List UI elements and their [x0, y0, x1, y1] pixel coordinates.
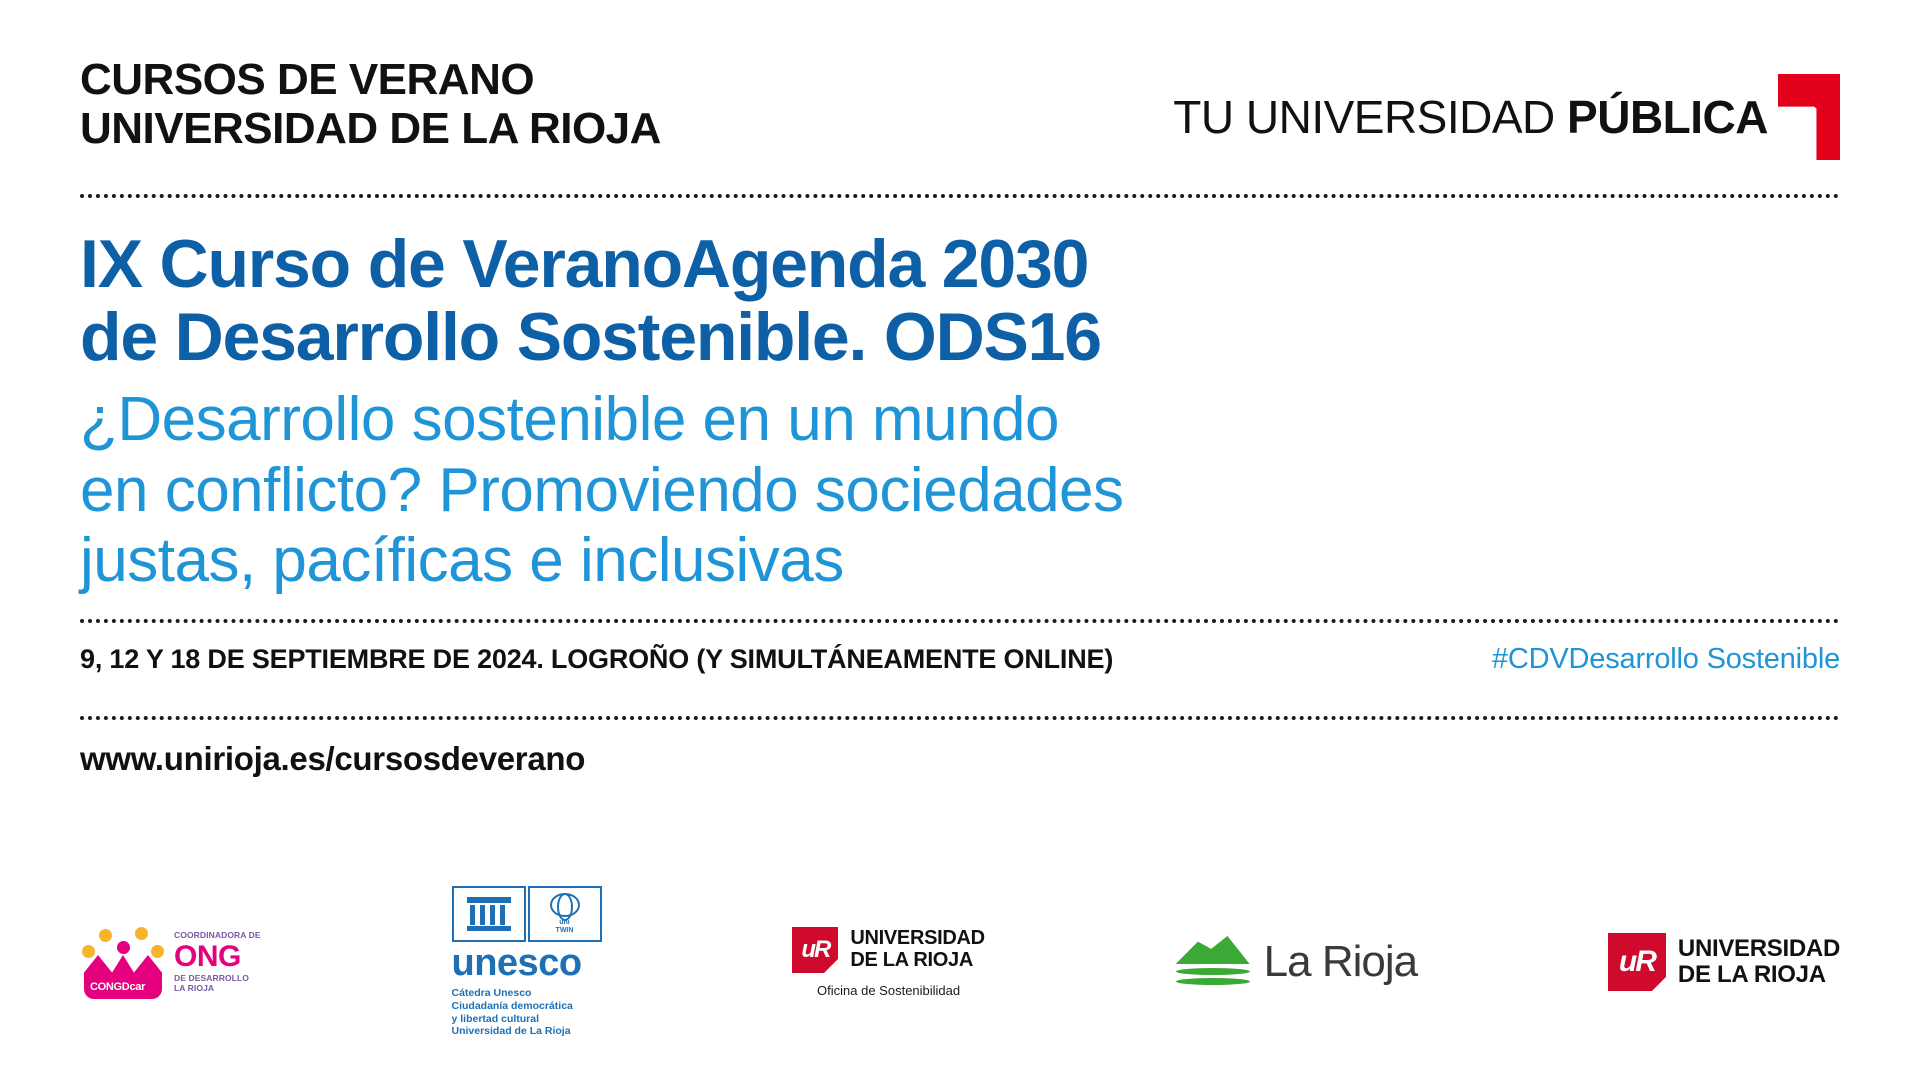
wave-shape: [1176, 978, 1250, 985]
crown-dot: [82, 945, 95, 958]
la-rioja-wordmark: La Rioja: [1263, 937, 1418, 986]
congd-ong-word: ONG: [174, 940, 241, 974]
unesco-logo-group: [452, 886, 602, 1038]
unirioja-badge-icon: [792, 927, 838, 973]
temple-column: [490, 905, 495, 925]
crown-dot: [117, 941, 130, 954]
crown-dot: [151, 945, 164, 958]
unirioja-badge-text: uR: [801, 935, 830, 963]
unitwin-label-2: TWIN: [555, 926, 574, 934]
logo-universidad-de-la-rioja: [1608, 897, 1840, 1027]
unirioja-word-line-1: UNIVERSIDAD: [850, 926, 985, 949]
wave-shape: [1176, 968, 1250, 975]
unesco-sub-line-1: Cátedra Unesco: [451, 986, 532, 999]
congd-line-coordinadora: COORDINADORA DE: [174, 929, 261, 940]
unesco-sub-line-2: Ciudadanía democrática: [451, 999, 573, 1012]
unirioja-badge-icon: [1608, 933, 1666, 991]
unirioja-badge-text: uR: [1618, 945, 1655, 978]
congd-logo-group: [80, 925, 261, 999]
congd-line-desarrollo: DE DESARROLLO: [174, 973, 249, 984]
header-brand-text: [80, 55, 661, 153]
mountain-shape: [1176, 936, 1250, 964]
unirioja-logo-small: [792, 927, 985, 973]
unesco-emblem-row: [452, 886, 602, 942]
congd-text-group: [174, 931, 261, 993]
temple-column: [500, 905, 505, 925]
temple-roof: [467, 897, 511, 903]
title-block: [80, 198, 1840, 597]
oficina-sostenibilidad-caption: Oficina de Sostenibilidad: [817, 982, 961, 998]
temple-column: [470, 905, 475, 925]
course-subtitle-line-3: justas, pacíficas e inclusivas: [80, 526, 844, 596]
url-row: [80, 720, 1840, 778]
logo-unirioja-sostenibilidad: [792, 897, 985, 1027]
congd-crown-icon: [80, 925, 166, 999]
event-date-location: 9, 12 Y 18 DE SEPTIEMBRE DE 2024. LOGROÑO (Y SIMULTÁNEAMENTE ONLINE): [80, 643, 1114, 674]
header-tagline-group: [1173, 74, 1840, 160]
la-rioja-mountain-icon: [1176, 932, 1250, 992]
crown-dot: [135, 927, 148, 940]
sponsor-logo-strip: [80, 892, 1840, 1038]
tagline-light-text: TU UNIVERSIDAD: [1173, 91, 1568, 143]
congd-line-la-rioja: LA RIOJA: [174, 982, 215, 993]
tagline: [1173, 90, 1768, 144]
course-title: [80, 228, 1840, 375]
unesco-sub-line-3: y libertad cultural: [451, 1012, 540, 1025]
unirioja-word-line-2: DE LA RIOJA: [1677, 961, 1826, 988]
temple-base: [467, 926, 511, 931]
tagline-bold-text: PÚBLICA: [1567, 91, 1768, 143]
logo-unesco-chair: [451, 897, 602, 1038]
unirioja-word-line-1: UNIVERSIDAD: [1677, 935, 1840, 963]
course-subtitle: [80, 385, 1840, 597]
unirioja-wordmark-small: [850, 928, 985, 971]
globe-shape: [550, 893, 580, 917]
unitwin-label-1: uni: [559, 919, 570, 927]
congd-crown-label: CONGDcar: [90, 981, 146, 993]
course-subtitle-line-1: ¿Desarrollo sostenible en un mundo: [80, 384, 1059, 454]
event-hashtag: #CDVDesarrollo Sostenible: [1492, 642, 1840, 675]
date-and-hashtag-row: [80, 623, 1840, 694]
unirioja-wordmark-large: [1678, 936, 1840, 988]
unesco-chair-description: [452, 987, 602, 1038]
header-line-cursos-de-verano: CURSOS DE VERANO: [80, 55, 535, 104]
unirioja-red-mark-icon: [1778, 74, 1840, 160]
unitwin-globe-icon: [528, 886, 602, 942]
course-subtitle-line-2: en conflicto? Promoviendo sociedades: [80, 455, 1124, 525]
logo-congd-la-rioja: [80, 897, 261, 1027]
unesco-sub-line-4: Universidad de La Rioja: [451, 1025, 571, 1038]
temple-column: [480, 905, 485, 925]
unirioja-word-line-2: DE LA RIOJA: [850, 948, 973, 971]
unesco-temple-icon: [452, 886, 526, 942]
temple-shape: [467, 897, 511, 931]
course-title-line-2: de Desarrollo Sostenible. ODS16: [80, 299, 1101, 376]
poster-header: [80, 0, 1840, 160]
la-rioja-logo-group: [1176, 932, 1417, 992]
unesco-wordmark: unesco: [451, 941, 582, 984]
crown-dot: [99, 929, 112, 942]
website-url[interactable]: www.unirioja.es/cursosdeverano: [80, 739, 586, 777]
unirioja-sostenibilidad-group: [792, 927, 985, 998]
logo-gobierno-la-rioja: [1176, 897, 1417, 1027]
course-title-line-1: IX Curso de VeranoAgenda 2030: [80, 226, 1089, 302]
header-line-universidad-de-la-rioja: UNIVERSIDAD DE LA RIOJA: [80, 103, 661, 153]
unirioja-logo-large: [1608, 933, 1840, 991]
